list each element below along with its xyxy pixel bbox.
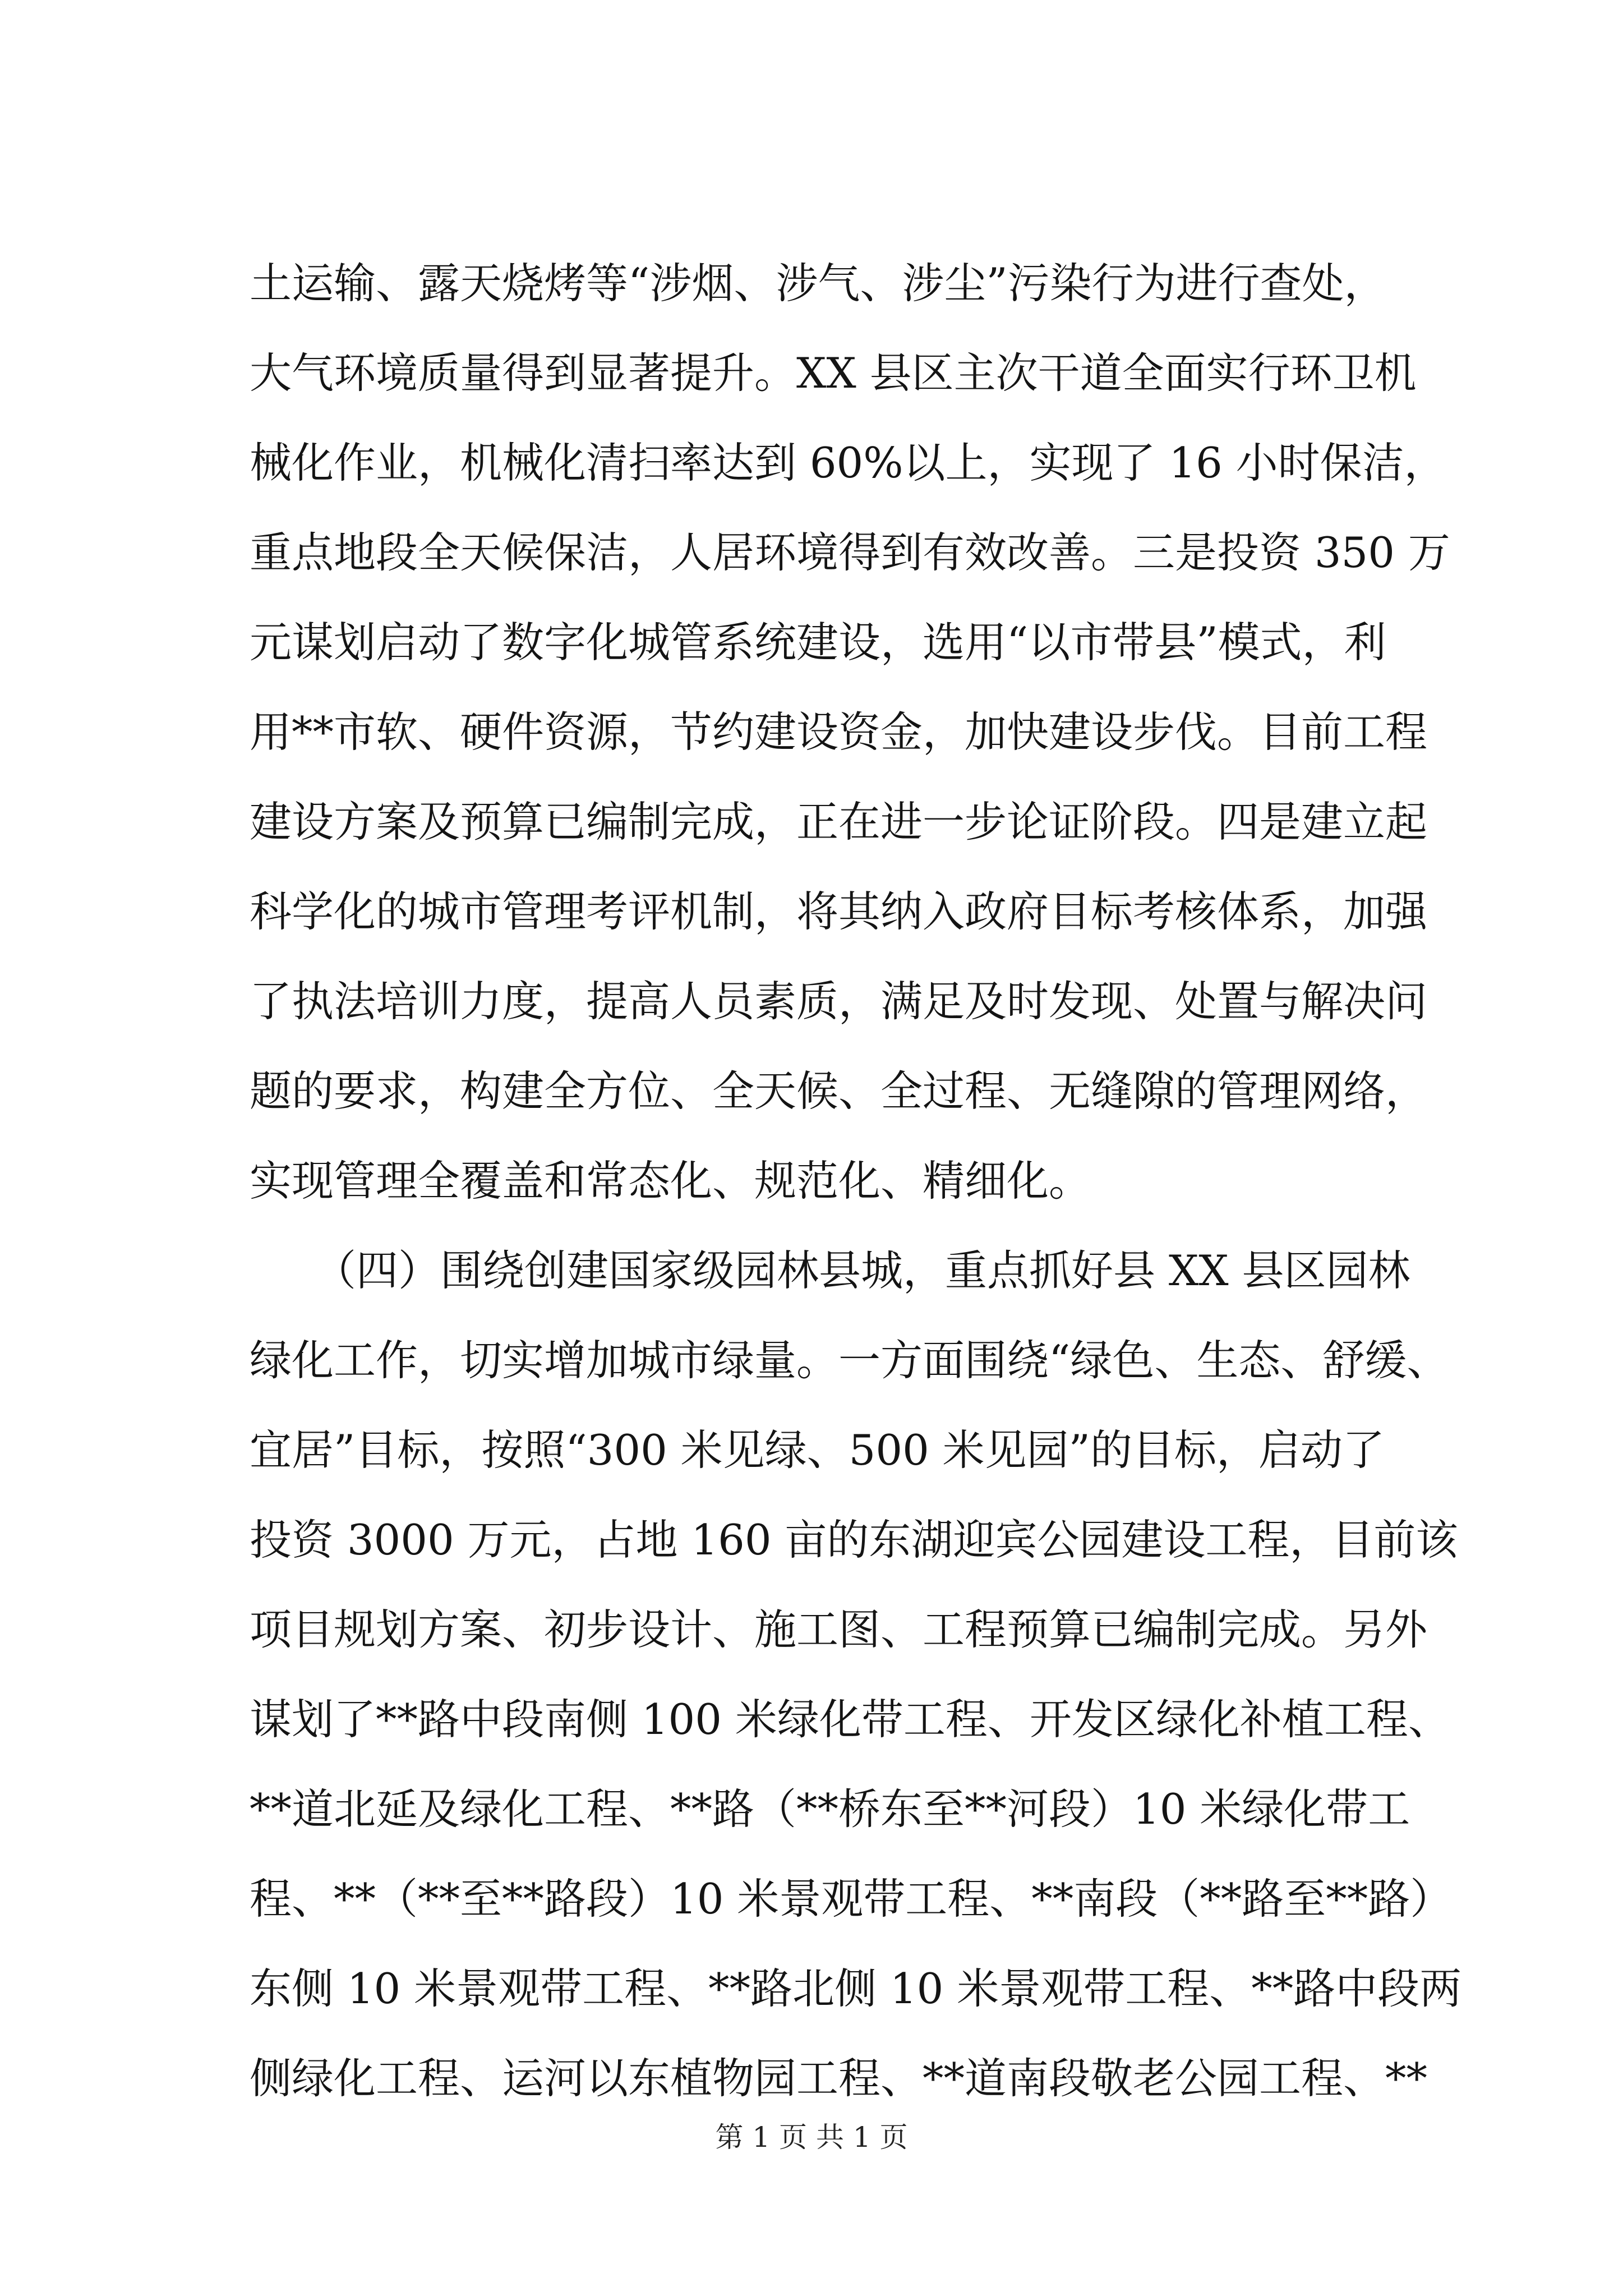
- text-line-13: 绿化工作，切实增加城市绿量。一方面围绕“绿色、生态、舒缓、: [250, 1336, 1449, 1385]
- text-line-15: 投资 3000 万元，占地 160 亩的东湖迎宾公园建设工程，目前该: [250, 1515, 1458, 1565]
- text-line-16: 项目规划方案、初步设计、施工图、工程预算已编制完成。另外: [250, 1605, 1428, 1654]
- text-line-20: 东侧 10 米景观带工程、**路北侧 10 米景观带工程、**路中段两: [250, 1964, 1462, 2013]
- text-line-1: 土运输、露天烧烤等“涉烟、涉气、涉尘”污染行为进行查处，: [250, 259, 1386, 308]
- text-line-6: 用**市软、硬件资源，节约建设资金，加快建设步伐。目前工程: [250, 707, 1428, 757]
- text-line-14: 宜居”目标，按照“300 米见绿、500 米见园”的目标，启动了: [250, 1425, 1385, 1475]
- text-line-11: 实现管理全覆盖和常态化、规范化、精细化。: [250, 1156, 1091, 1205]
- text-line-7: 建设方案及预算已编制完成，正在进一步论证阶段。四是建立起: [250, 797, 1428, 846]
- page-number-footer: 第 1 页 共 1 页: [715, 2121, 908, 2154]
- text-line-18: **道北延及绿化工程、**路（**桥东至**河段）10 米绿化带工: [250, 1784, 1410, 1834]
- text-line-3: 械化作业，机械化清扫率达到 60%以上，实现了 16 小时保洁，: [250, 438, 1446, 487]
- text-line-5: 元谋划启动了数字化城管系统建设，选用“以市带县”模式，利: [250, 618, 1386, 667]
- text-line-17: 谋划了**路中段南侧 100 米绿化带工程、开发区绿化补植工程、: [250, 1695, 1450, 1744]
- paragraph-heading-line: （四）围绕创建国家级园林县城，重点抓好县 XX 县区园林: [314, 1246, 1410, 1295]
- text-line-21: 侧绿化工程、运河以东植物园工程、**道南段敬老公园工程、**: [250, 2054, 1428, 2103]
- text-line-2: 大气环境质量得到显著提升。XX 县区主次干道全面实行环卫机: [250, 348, 1417, 398]
- text-line-9: 了执法培训力度，提高人员素质，满足及时发现、处置与解决问: [250, 977, 1428, 1026]
- text-line-19: 程、**（**至**路段）10 米景观带工程、**南段（**路至**路）: [250, 1874, 1453, 1924]
- text-line-8: 科学化的城市管理考评机制，将其纳入政府目标考核体系，加强: [250, 887, 1428, 936]
- text-line-4: 重点地段全天候保洁，人居环境得到有效改善。三是投资 350 万: [250, 528, 1450, 577]
- text-line-10: 题的要求，构建全方位、全天候、全过程、无缝隙的管理网络，: [250, 1066, 1428, 1116]
